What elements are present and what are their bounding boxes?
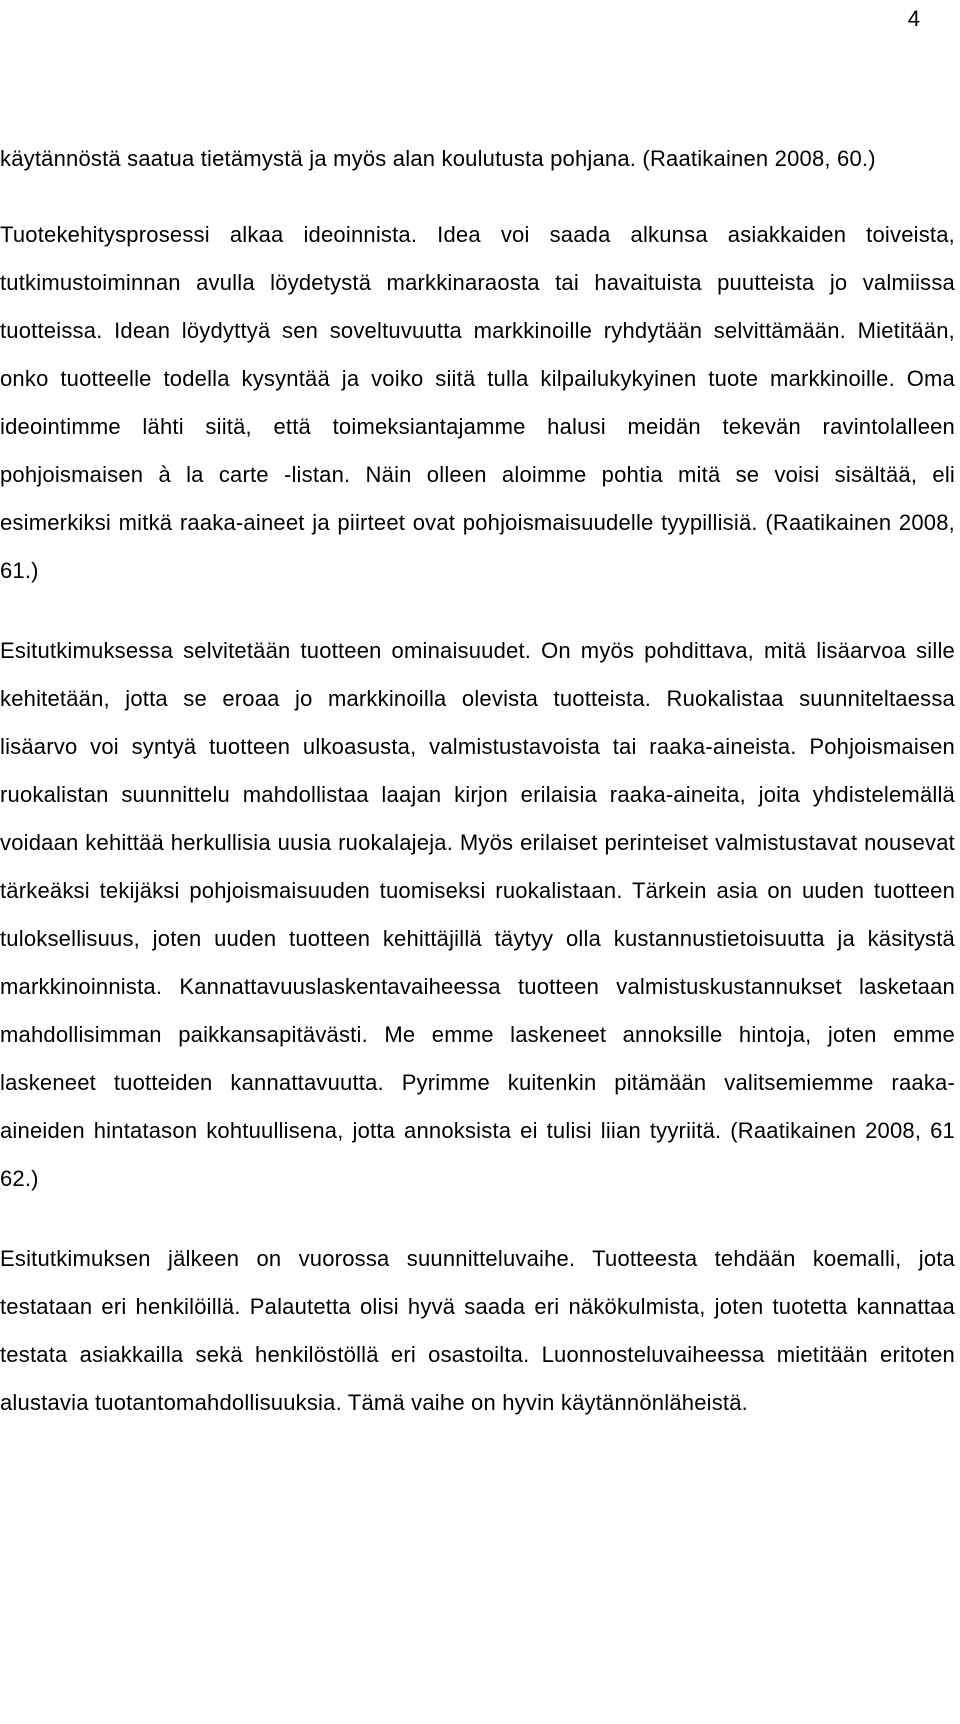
paragraph-3: Esitutkimuksessa selvitetään tuotteen ominaisuudet. On myös pohdittava, mitä lisäarvoa sille kehitetään, jotta se eroaa jo markkinoilla olevista tuotteista. Ruokalistaa suunniteltaessa lisäarvo voi syntyä tuotteen ulkoasusta, valmistustavoista tai raaka-aineista. Pohjoismaisen ruokalistan suunnittelu mahdollistaa laajan kirjon erilaisia raaka-aineita, joita yhdistelemällä voidaan kehittää herkullisia uusia ruokalajeja. Myös erilaiset perinteiset valmistustavat nousevat tärkeäksi tekijäksi pohjoismaisuuden tuomiseksi ruokalistaan. Tärkein asia on uuden tuotteen tuloksellisuus, joten uuden tuotteen kehittäjillä täytyy olla kustannustietoisuutta ja käsitystä markkinoinnista. Kannattavuuslaskentavaiheessa tuotteen valmistuskustannukset lasketaan mahdollisimman paikkansapitävästi. Me emme laskeneet annoksille hintoja, joten emme laskeneet tuotteiden kannattavuutta. Pyrimme kuitenkin pitämään valitsemiemme raaka-aineiden hintatason kohtuullisena, jotta annoksista ei tulisi liian tyyriitä. (Raatikainen 2008, 61 62.) xyxy=(0,638,955,1191)
page-number: 4 xyxy=(907,6,920,31)
document-body xyxy=(0,135,955,1459)
paragraph-1: käytännöstä saatua tietämystä ja myös alan koulutusta pohjana. (Raatikainen 2008, 60.) xyxy=(0,146,876,171)
paragraph-2: Tuotekehitysprosessi alkaa ideoinnista. Idea voi saada alkunsa asiakkaiden toiveista, tutkimustoiminnan avulla löydetystä markkinaraosta tai havaituista puutteista jo valmiissa tuotteissa. Idean löydyttyä sen soveltuvuutta markkinoille ryhdytään selvittämään. Mietitään, onko tuotteelle todella kysyntää ja voiko siitä tulla kilpailukykyinen tuote markkinoille. Oma ideointimme lähti siitä, että toimeksiantajamme halusi meidän tekevän ravintolalleen pohjoismaisen à la carte -listan. Näin olleen aloimme pohtia mitä se voisi sisältää, eli esimerkiksi mitkä raaka-aineet ja piirteet ovat pohjoismaisuudelle tyypillisiä. (Raatikainen 2008, 61.) xyxy=(0,222,955,583)
paragraph-4: Esitutkimuksen jälkeen on vuorossa suunnitteluvaihe. Tuotteesta tehdään koemalli, jota testataan eri henkilöillä. Palautetta olisi hyvä saada eri näkökulmista, joten tuotetta kannattaa testata asiakkailla sekä henkilöstöllä eri osastoilta. Luonnosteluvaiheessa mietitään eritoten alustavia tuotantomahdollisuuksia. Tämä vaihe on hyvin käytännönläheistä. xyxy=(0,1246,955,1415)
